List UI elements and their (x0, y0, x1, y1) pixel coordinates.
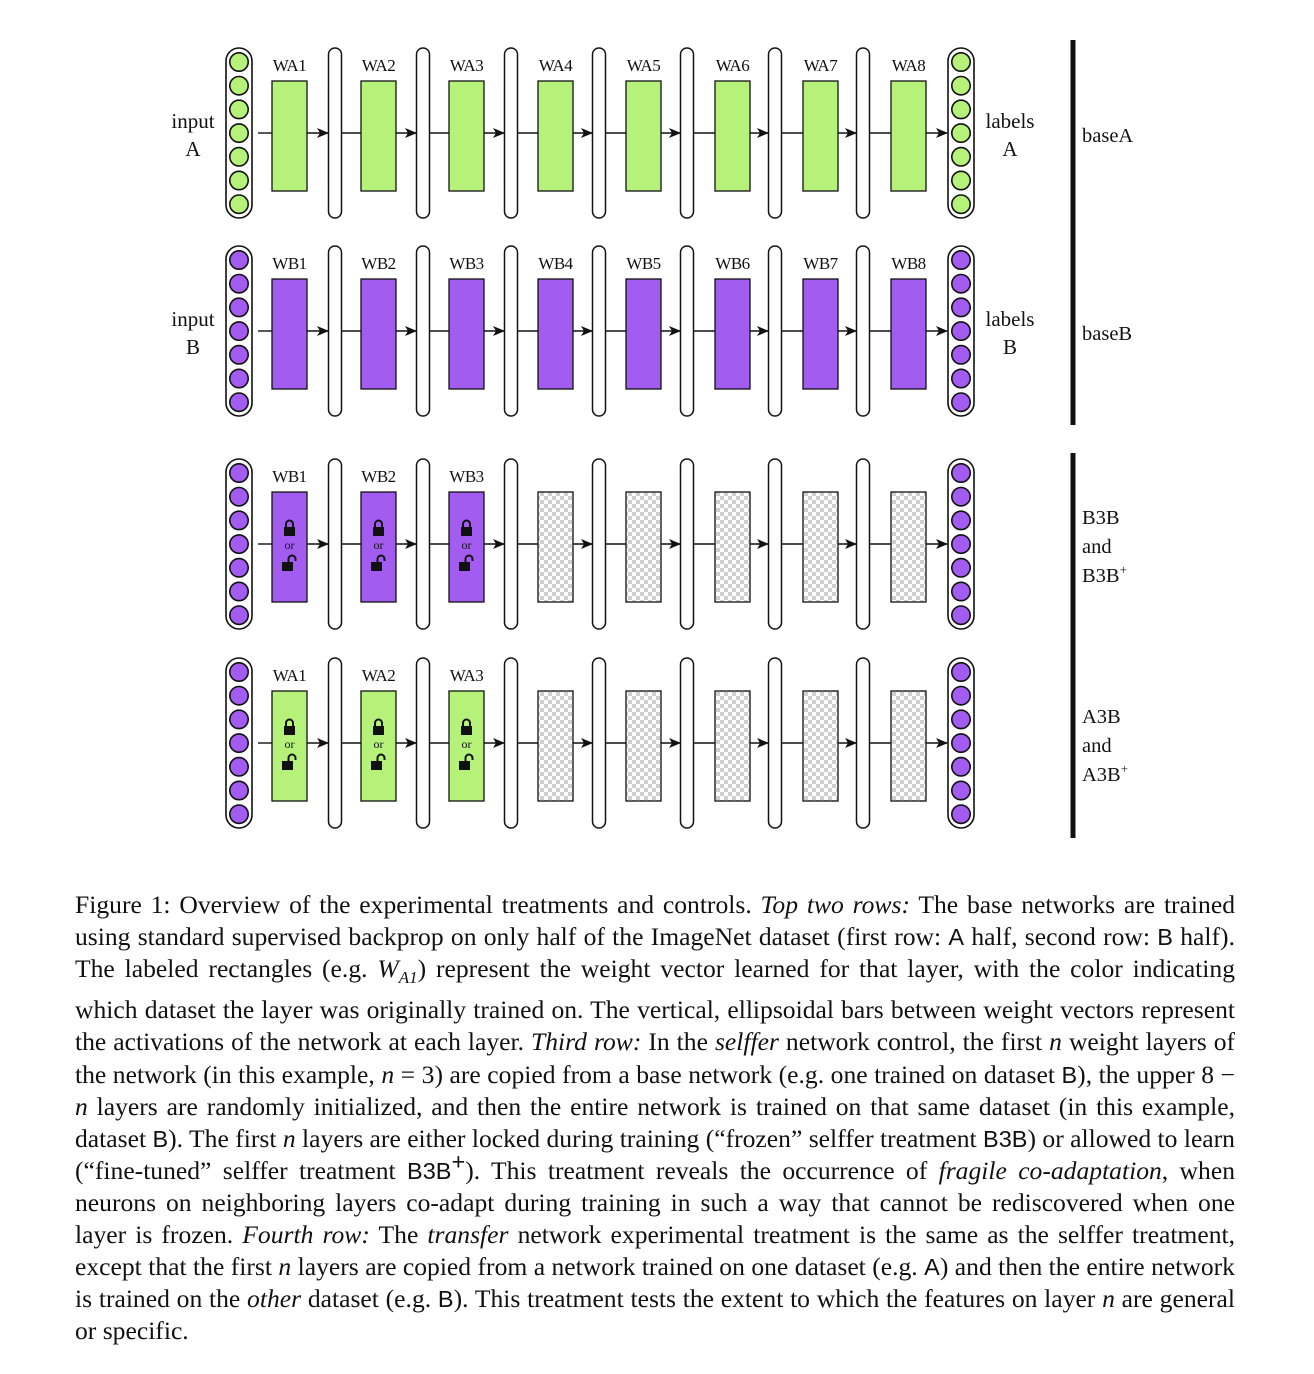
activation-bar (593, 459, 606, 629)
or-label: or (373, 538, 384, 552)
weight-layer (361, 81, 396, 191)
neuron (230, 805, 248, 823)
treatment-label: and (1082, 735, 1112, 757)
activation-bar (505, 48, 518, 218)
weight-label-7: WB7 (803, 254, 838, 273)
neuron (230, 100, 248, 118)
weight-label-2: WB2 (361, 467, 396, 486)
weight-layer (538, 279, 573, 389)
neuron (230, 171, 248, 189)
neuron (952, 100, 970, 118)
neuron (952, 535, 970, 553)
treatment-label: and (1082, 536, 1112, 558)
neuron (952, 606, 970, 624)
neuron (952, 582, 970, 600)
neuron (230, 369, 248, 387)
activation-bar (505, 658, 518, 828)
activation-bar (505, 246, 518, 416)
neuron (952, 346, 970, 364)
activation-bar (417, 459, 430, 629)
neuron (230, 511, 248, 529)
lock-body (461, 527, 472, 536)
activation-bar (593, 246, 606, 416)
weight-label-8: WA8 (891, 56, 926, 75)
neuron (230, 346, 248, 364)
activation-bar (857, 658, 870, 828)
caption-fig-label: Figure 1: (75, 890, 171, 919)
figure-caption: Figure 1: Overview of the experimental treatments and controls. Top two rows: The base networks are trained using standard supervised backprop on only half of the ImageNet dataset (first row: A half, second row: B half). The labeled rectangles (e.g. $W_{A1}$) represent the weight vector learned for that layer, with the color indicating which dataset the layer was originally trained on. The vertical, ellipsoidal bars between weight vectors represent the activations of the network at each layer. Third row: In the selffer network control, the first n weight layers of the network (in this example, n = 3) are copied from a base network (e.g. one trained on dataset B), the upper 8 − n layers are randomly initialized, and then the entire network is trained on that same dataset (in this example, dataset B). The first n layers are either locked during training (“frozen” selffer treatment B3B) or allowed to learn (“fine-tuned” selffer treatment B3B+). This treatment reveals the occurrence of fragile co-adaptation, when neurons on neighboring layers co-adapt during training in such a way that cannot be rediscovered when one layer is frozen. Fourth row: The transfer network experimental treatment is the same as the selffer treatment, except that the first n layers are copied from a network trained on one dataset (e.g. A) and then the entire network is trained on the other dataset (e.g. B). This treatment tests the extent to which the features on layer n are general or specific. (75, 890, 1236, 1346)
activation-bar (417, 48, 430, 218)
weight-label-2: WB2 (361, 254, 396, 273)
neuron (952, 77, 970, 95)
weight-label-1: WB1 (272, 254, 307, 273)
activation-bar (593, 48, 606, 218)
activation-bar (593, 658, 606, 828)
treatment-label: A3B (1082, 706, 1121, 728)
network-row-baseA (171, 48, 1133, 218)
neuron (230, 663, 248, 681)
weight-label-4: WA4 (538, 56, 573, 75)
random-init-layer (715, 492, 750, 602)
weight-label-2: WA2 (361, 666, 396, 685)
neuron (230, 464, 248, 482)
weight-layer (803, 81, 838, 191)
neuron (230, 488, 248, 506)
or-label: or (461, 737, 472, 751)
neuron (230, 124, 248, 142)
activation-bar (857, 246, 870, 416)
neuron (952, 559, 970, 577)
activation-bar (681, 658, 694, 828)
neuron (230, 734, 248, 752)
network-row-A3B (226, 658, 1128, 828)
weight-layer (272, 81, 307, 191)
random-init-layer (626, 691, 661, 801)
weight-layer (626, 81, 661, 191)
neuron (230, 758, 248, 776)
random-init-layer (538, 691, 573, 801)
neuron (230, 393, 248, 411)
random-init-layer (715, 691, 750, 801)
lock-body (373, 527, 384, 536)
activation-bar (857, 48, 870, 218)
weight-label-3: WB3 (449, 467, 484, 486)
or-label: or (284, 737, 295, 751)
activation-bar (505, 459, 518, 629)
weight-label-2: WA2 (361, 56, 396, 75)
activation-bar (681, 459, 694, 629)
neuron (952, 663, 970, 681)
neuron (230, 687, 248, 705)
activation-bar (769, 48, 782, 218)
weight-label-3: WA3 (449, 56, 484, 75)
activation-bar (329, 48, 342, 218)
neuron (230, 322, 248, 340)
activation-bar (417, 246, 430, 416)
output-label: B (1002, 335, 1018, 359)
neuron (952, 251, 970, 269)
activation-bar (769, 459, 782, 629)
neuron (952, 758, 970, 776)
neuron (230, 148, 248, 166)
output-label: labels (985, 307, 1035, 331)
neuron (952, 511, 970, 529)
neuron (952, 322, 970, 340)
activation-bar (681, 48, 694, 218)
lock-body (284, 726, 295, 735)
random-init-layer (626, 492, 661, 602)
weight-label-6: WB6 (715, 254, 750, 273)
neuron (230, 77, 248, 95)
weight-layer (891, 81, 926, 191)
activation-bar (681, 246, 694, 416)
neuron (230, 251, 248, 269)
weight-label-8: WB8 (891, 254, 926, 273)
network-row-baseB (171, 246, 1132, 416)
activation-bar (329, 246, 342, 416)
neuron (952, 805, 970, 823)
activation-bar (769, 658, 782, 828)
neuron (952, 124, 970, 142)
output-label: A (1002, 137, 1018, 161)
random-init-layer (803, 492, 838, 602)
weight-label-3: WA3 (449, 666, 484, 685)
weight-layer (715, 279, 750, 389)
neuron (952, 687, 970, 705)
neuron (952, 53, 970, 71)
weight-label-7: WA7 (803, 56, 838, 75)
weight-layer (361, 279, 396, 389)
output-label: labels (985, 109, 1035, 133)
weight-layer (538, 81, 573, 191)
neuron (952, 710, 970, 728)
unlock-body (459, 562, 470, 571)
weight-layer (449, 81, 484, 191)
weight-label-1: WB1 (272, 467, 307, 486)
neuron (230, 606, 248, 624)
treatment-label: B3B+ (1082, 562, 1127, 587)
activation-bar (417, 658, 430, 828)
random-init-layer (891, 492, 926, 602)
caption-heading-top-rows: Top two rows: (760, 890, 910, 919)
treatment-label: A3B+ (1082, 761, 1129, 786)
input-label: A (185, 137, 201, 161)
weight-layer (715, 81, 750, 191)
neuron (952, 734, 970, 752)
weight-layer (272, 279, 307, 389)
neuron (230, 298, 248, 316)
activation-bar (329, 459, 342, 629)
weight-layer (449, 279, 484, 389)
random-init-layer (538, 492, 573, 602)
neuron (952, 781, 970, 799)
weight-label-4: WB4 (538, 254, 573, 273)
input-label: input (171, 109, 215, 133)
neuron (230, 275, 248, 293)
unlock-body (282, 761, 293, 770)
weight-label-5: WA5 (626, 56, 661, 75)
neuron (230, 53, 248, 71)
neuron (952, 488, 970, 506)
or-label: or (461, 538, 472, 552)
weight-label-1: WA1 (272, 666, 307, 685)
neuron (952, 464, 970, 482)
unlock-body (371, 761, 382, 770)
neuron (952, 393, 970, 411)
lock-body (284, 527, 295, 536)
neuron (952, 298, 970, 316)
network-row-B3B (226, 459, 1127, 629)
weight-layer (626, 279, 661, 389)
unlock-body (371, 562, 382, 571)
weight-label-6: WA6 (715, 56, 750, 75)
lock-body (373, 726, 384, 735)
input-label: input (171, 307, 215, 331)
random-init-layer (891, 691, 926, 801)
neuron (230, 195, 248, 213)
neuron (952, 171, 970, 189)
activation-bar (329, 658, 342, 828)
caption-heading-third-row: Third row: (531, 1027, 642, 1057)
neuron (230, 559, 248, 577)
weight-label-3: WB3 (449, 254, 484, 273)
neuron (230, 535, 248, 553)
weight-layer (891, 279, 926, 389)
weight-label-5: WB5 (626, 254, 661, 273)
lock-body (461, 726, 472, 735)
activation-bar (769, 246, 782, 416)
treatment-label: B3B (1082, 507, 1120, 529)
neuron (952, 148, 970, 166)
neuron (230, 781, 248, 799)
neuron (952, 369, 970, 387)
caption-heading-fourth-row: Fourth row: (242, 1220, 370, 1250)
activation-bar (857, 459, 870, 629)
or-label: or (284, 538, 295, 552)
or-label: or (373, 737, 384, 751)
input-label: B (185, 335, 201, 359)
treatment-label: baseA (1082, 125, 1134, 147)
treatment-label: baseB (1082, 323, 1133, 345)
neuron (230, 710, 248, 728)
weight-label-1: WA1 (272, 56, 307, 75)
weight-layer (803, 279, 838, 389)
neuron (230, 582, 248, 600)
random-init-layer (803, 691, 838, 801)
neuron (952, 195, 970, 213)
neuron (952, 275, 970, 293)
unlock-body (459, 761, 470, 770)
unlock-body (282, 562, 293, 571)
